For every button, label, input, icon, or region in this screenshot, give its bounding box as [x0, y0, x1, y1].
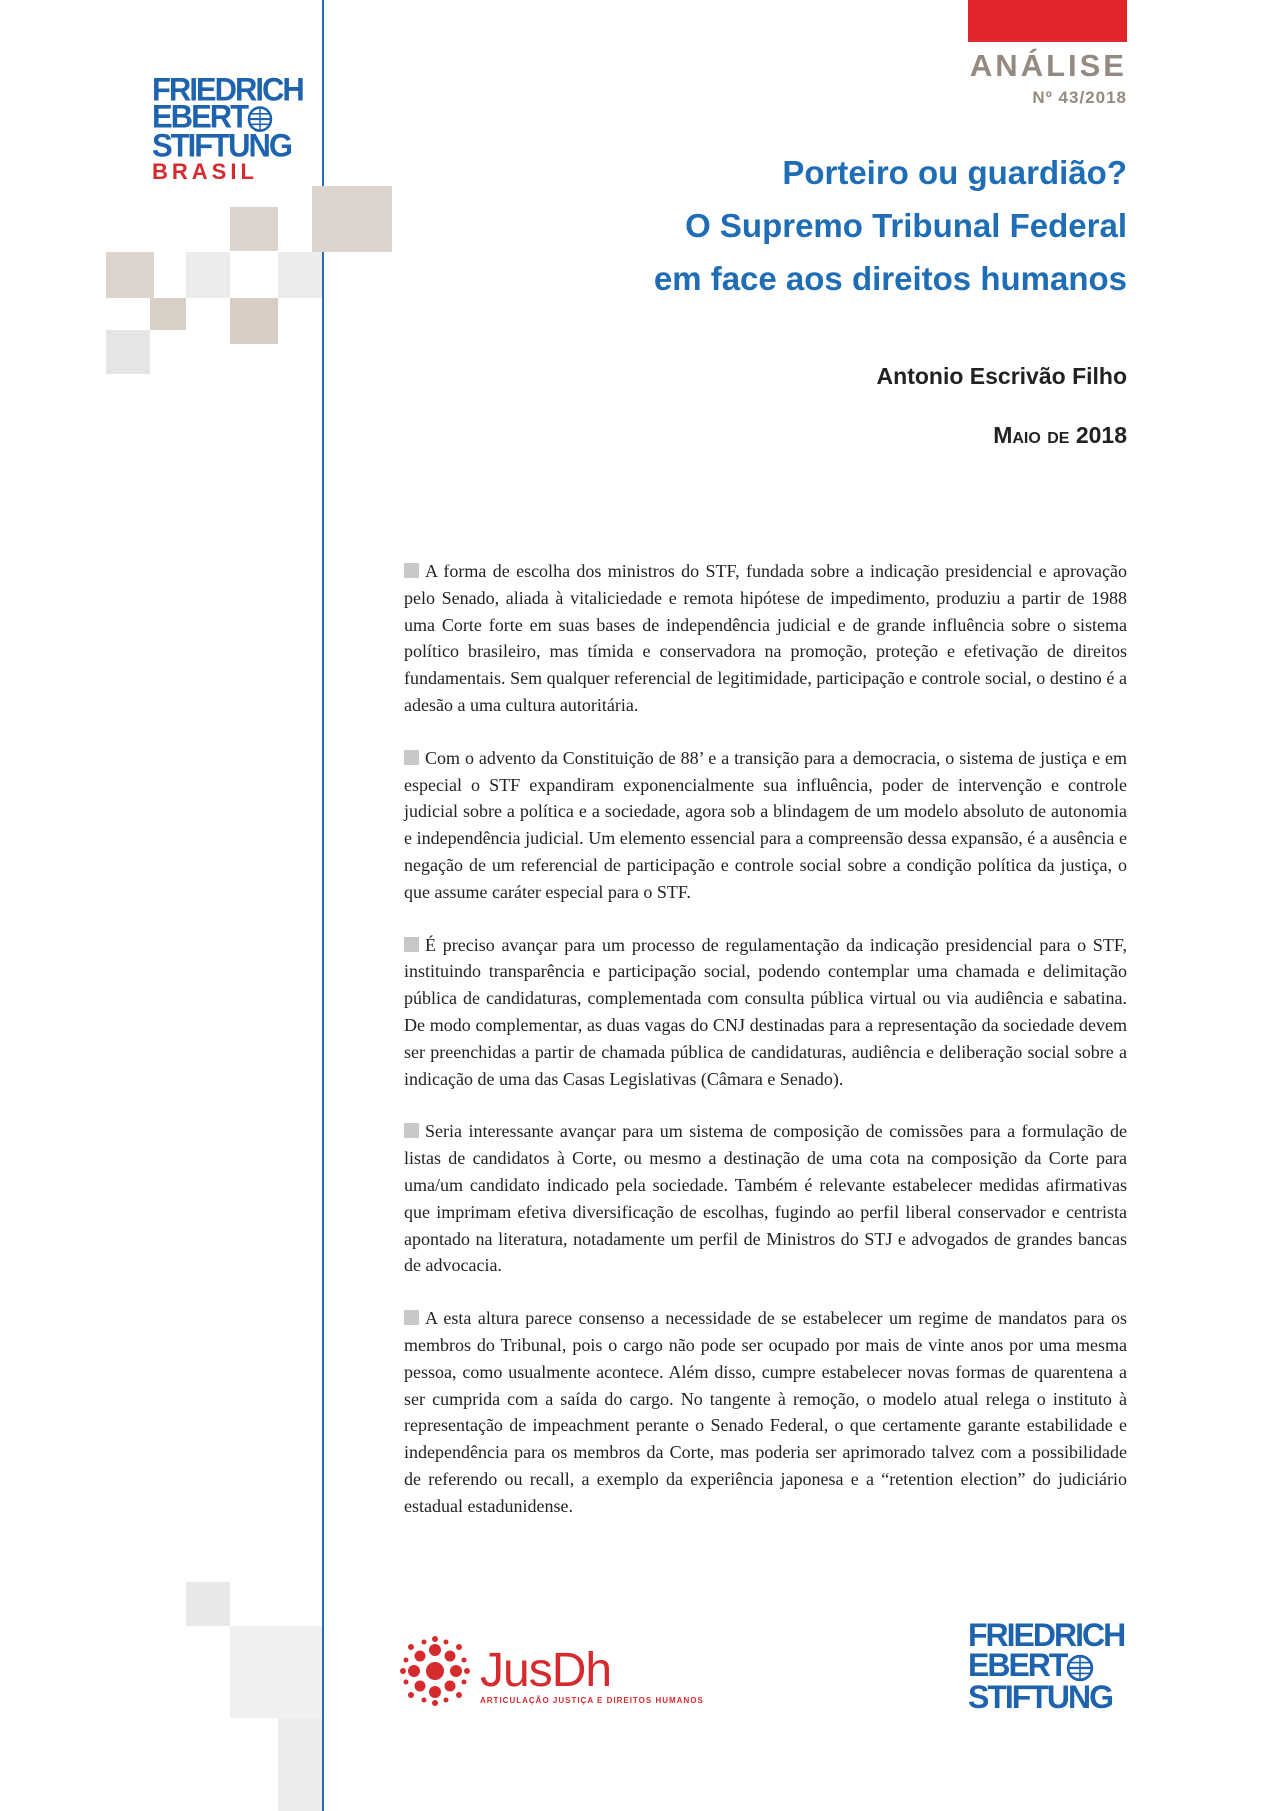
decor-square	[230, 207, 278, 251]
date-year: 2018	[1075, 422, 1127, 448]
logo-line-2-text: EBERT	[152, 98, 248, 135]
vertical-divider-line	[322, 0, 324, 1811]
paragraph	[404, 932, 1127, 1093]
title-line-2: O Supremo Tribunal Federal	[685, 207, 1127, 244]
title-line-3: em face aos direitos humanos	[653, 260, 1127, 297]
logo-line-1: FRIEDRICH	[152, 71, 303, 108]
decor-square	[278, 252, 322, 298]
decor-square	[230, 1626, 322, 1718]
decor-square	[278, 1718, 322, 1811]
decor-square	[106, 252, 154, 298]
document-title	[654, 146, 1127, 305]
decor-square	[106, 330, 150, 374]
date-month: Maio de	[993, 422, 1070, 448]
decor-square	[312, 186, 392, 252]
logo-brasil: BRASIL	[152, 158, 258, 184]
footer-logo-line-1: FRIEDRICH	[968, 1617, 1125, 1653]
decor-square	[150, 298, 186, 330]
bullet-square-icon	[404, 750, 419, 765]
decor-square	[186, 1582, 230, 1626]
bullet-square-icon	[404, 1310, 419, 1325]
paragraph-text: Seria interessante avançar para um sistema de composição de comissões para a formulação de listas de candidatos à Corte, ou mesmo a destinação de uma cota na composição da Corte para uma/um candidato indicado pela sociedade. Também é relevante estabelecer medidas afirmativas que imprimam efetiva diversificação de escolhas, fugindo ao perfil liberal conservador e centrista apontado na literatura, notadamente um perfil de Ministros do STJ e advogados de grandes bancas de advocacia.	[404, 1121, 1127, 1276]
issue-number: Nº 43/2018	[1032, 88, 1127, 107]
footer-logo-line-2	[968, 1647, 1124, 1683]
bullet-square-icon	[404, 563, 419, 578]
fes-footer-logo	[968, 1617, 1125, 1715]
decor-square	[186, 252, 230, 298]
paragraph	[404, 1305, 1127, 1519]
series-label: ANÁLISE	[969, 48, 1127, 83]
paragraph-text: É preciso avançar para um processo de regulamentação da indicação presidencial para o STF, instituindo transparência e participação social, podendo contemplar uma chamada e delimitação pública de candidaturas, complementada com consulta pública virtual ou via audiência e sabatina. De modo complementar, as duas vagas do CNJ destinadas para a representação da sociedade devem ser preenchidas a partir de chamada pública de candidaturas, audiência e deliberação social sobre a indicação de uma das Casas Legislativas (Câmara e Senado).	[404, 934, 1127, 1089]
publication-date	[993, 422, 1127, 449]
bullet-square-icon	[404, 937, 419, 952]
red-header-bar	[968, 0, 1127, 42]
jusdh-subtitle: ARTICULAÇÃO JUSTIÇA E DIREITOS HUMANOS	[480, 1696, 704, 1705]
paragraph-text: Com o advento da Constituição de 88’ e a transição para a democracia, o sistema de justiça e em especial o STF expandiram exponencialmente sua influência, poder de intervenção e controle judicial sobre a política e a sociedade, agora sob a blindagem de um modelo absoluto de autonomia e independência judicial. Um elemento essencial para a compreensão dessa expansão, é a ausência e negação de um referencial de participação e controle social sobre a condição política da justiça, o que assume caráter especial para o STF.	[404, 747, 1127, 902]
jusdh-emblem-icon	[400, 1636, 470, 1706]
jusdh-name: JusDh	[480, 1644, 612, 1697]
globe-icon	[1066, 1654, 1094, 1682]
paragraph-text: A esta altura parece consenso a necessidade de se estabelecer um regime de mandatos para os membros do Tribunal, pois o cargo não pode ser ocupado por mais de vinte anos por uma mesma pessoa, como usualmente acontece. Além disso, cumpre estabelecer novas formas de quarentena a ser cumprida com a saída do cargo. No tangente à remoção, o modelo atual relega o instituto à representação de impeachment perante o Senado Federal, o que certamente garante estabilidade e independência para os membros da Corte, mas poderia ser aprimorado talvez com a possibilidade de referendo ou recall, a exemplo da experiência japonesa e a “retention election” do judiciário estadual estadunidense.	[404, 1308, 1127, 1516]
logo-line-3: STIFTUNG	[152, 126, 291, 164]
author-name: Antonio Escrivão Filho	[876, 363, 1127, 389]
paragraph	[404, 1118, 1127, 1279]
paragraph-text: A forma de escolha dos ministros do STF, fundada sobre a indicação presidencial e aprovação pelo Senado, aliada à vitaliciedade e remota hipótese de impedimento, produziu a partir de 1988 uma Corte forte em suas bases de independência judicial e de grande influência sobre o sistema político brasileiro, mas tímida e conservadora na promoção, proteção e efetivação de direitos fundamentais. Sem qualquer referencial de legitimidade, participação e controle social, o destino é a adesão a uma cultura autoritária.	[404, 561, 1127, 715]
paragraph	[404, 745, 1127, 906]
decor-square	[230, 298, 278, 344]
fes-brasil-logo	[152, 71, 312, 184]
title-line-1: Porteiro ou guardião?	[782, 154, 1127, 191]
bullet-square-icon	[404, 1123, 419, 1138]
footer-logo-line-3: STIFTUNG	[968, 1678, 1112, 1715]
paragraph	[404, 558, 1127, 719]
jusdh-logo	[400, 1636, 704, 1706]
footer-logo-line-2-text: EBERT	[968, 1647, 1067, 1683]
body-text	[404, 558, 1127, 1546]
